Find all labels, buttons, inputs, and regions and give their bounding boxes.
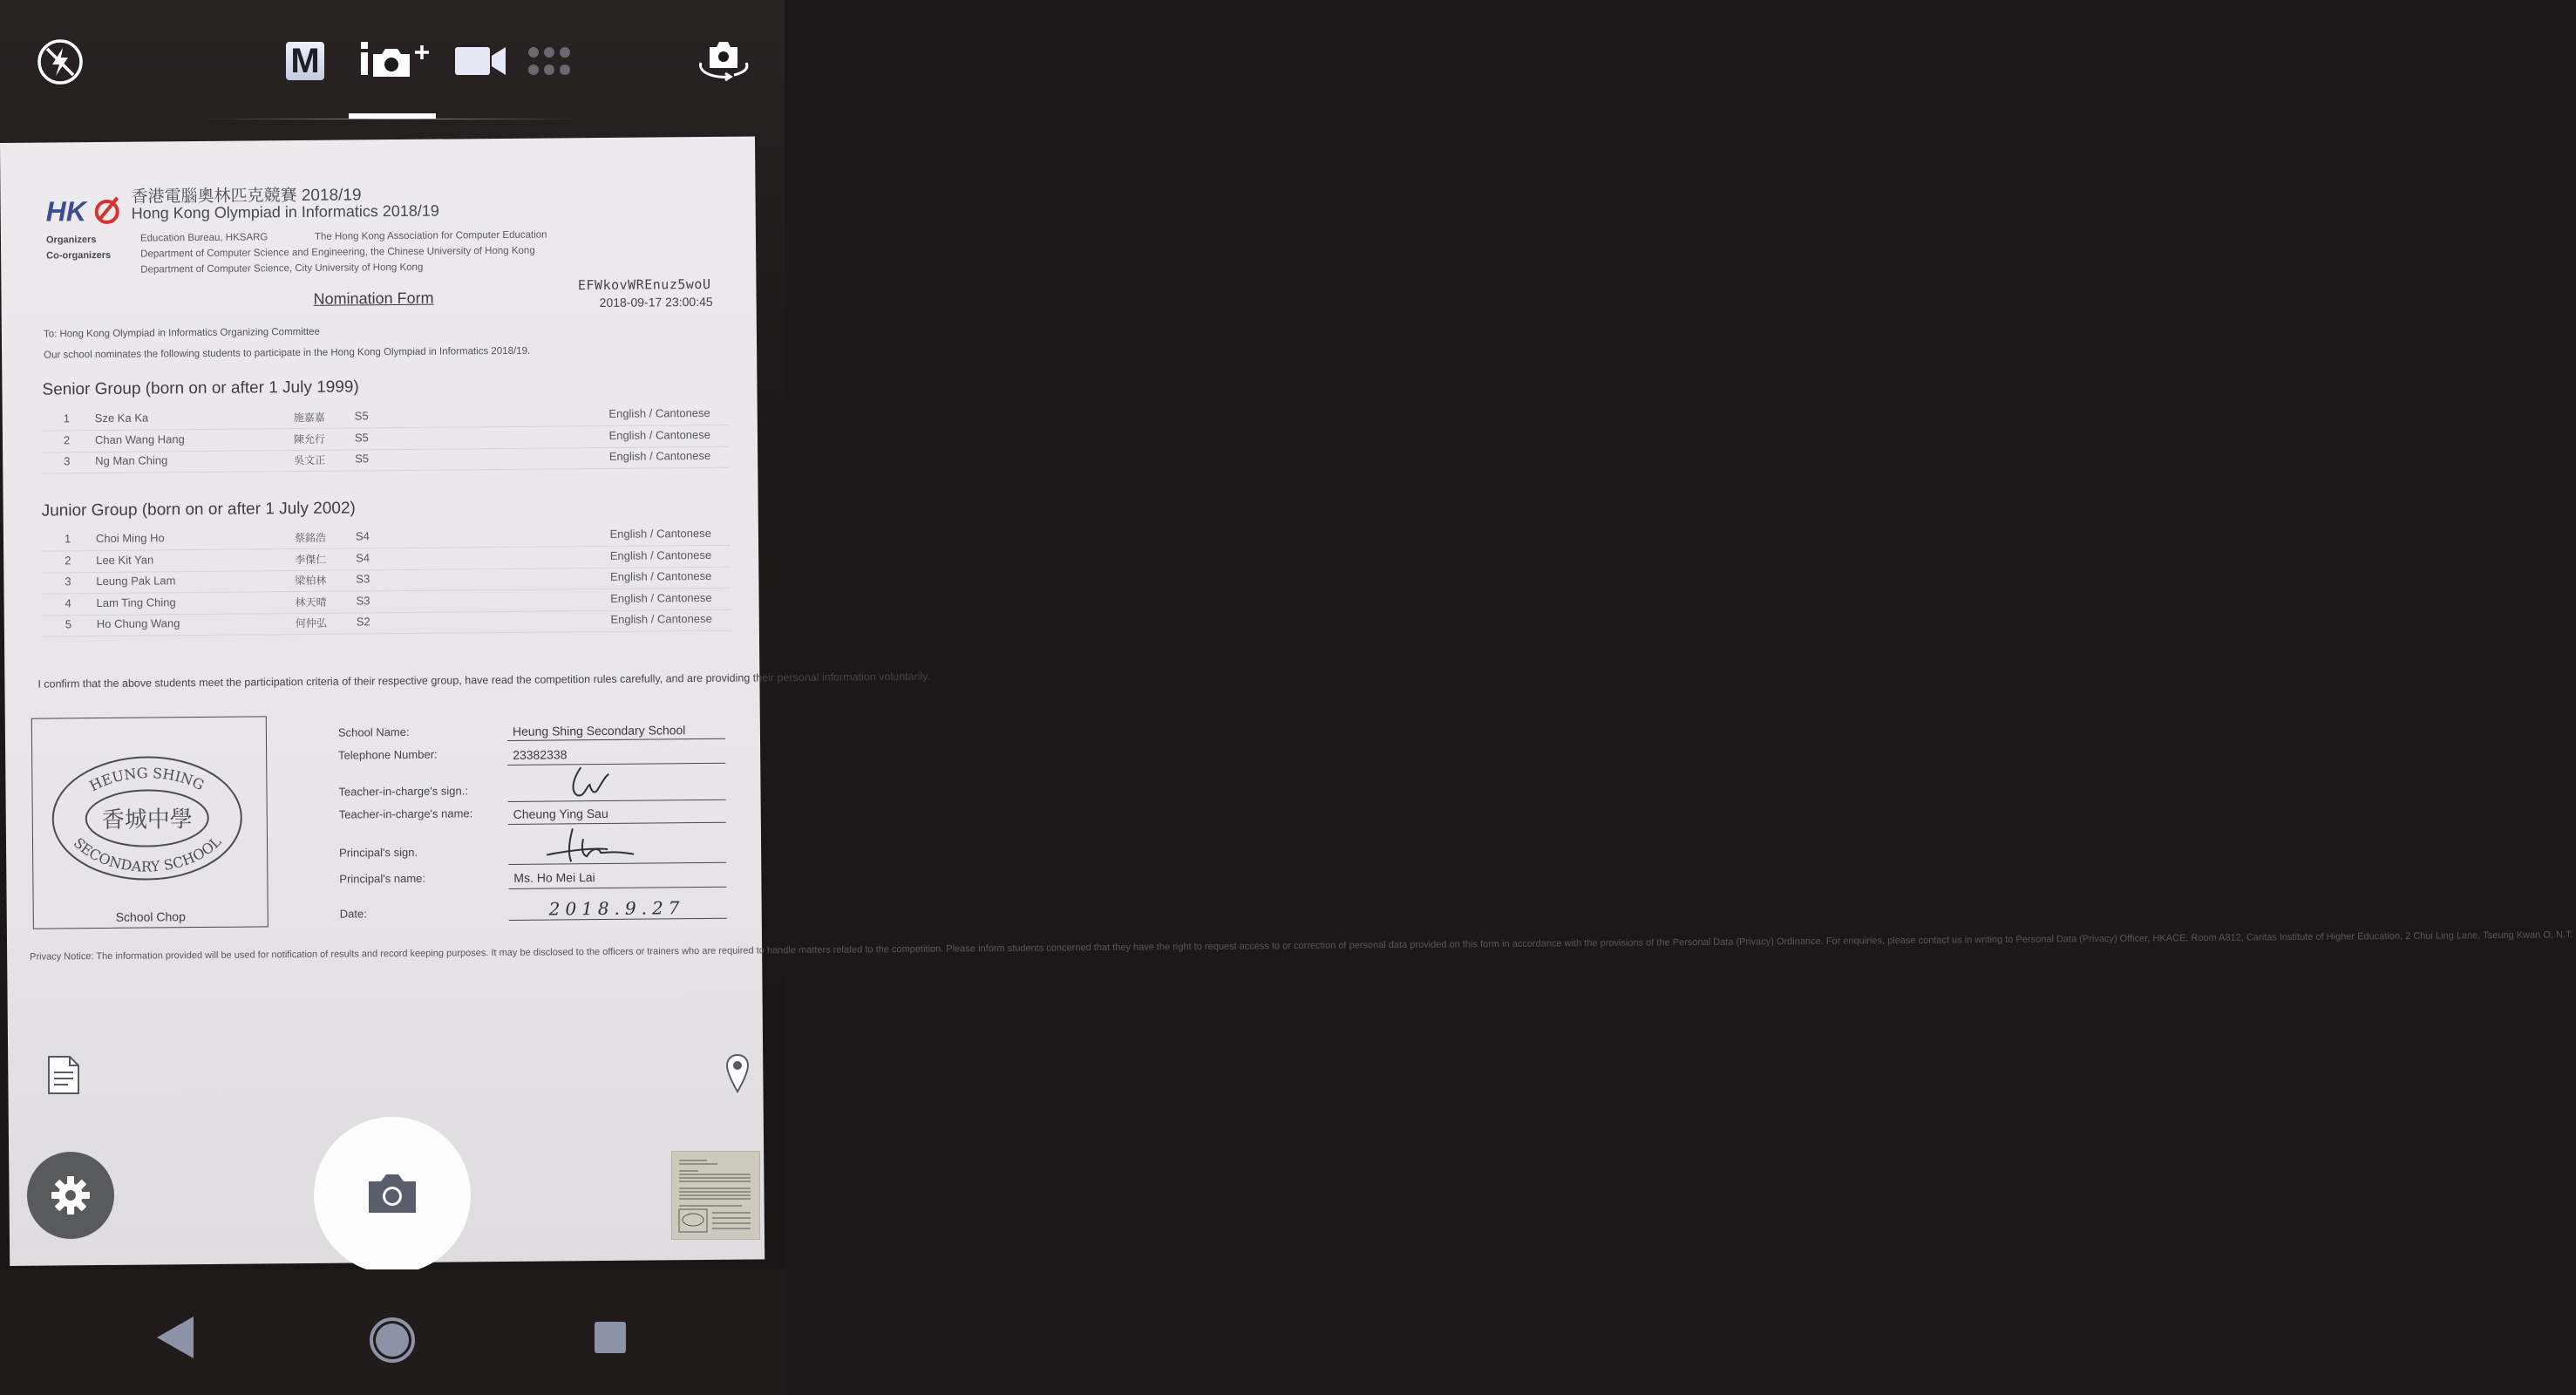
manual-mode-label: M xyxy=(290,42,320,80)
intro-line: Our school nominates the following students to participate in the Hong Kong Olympiad in Informatics 2018/19. xyxy=(44,345,531,361)
document-scan-icon[interactable] xyxy=(47,1055,80,1099)
student-name: Ho Chung Wang xyxy=(96,616,180,631)
student-form: S3 xyxy=(356,593,370,607)
junior-heading: Junior Group (born on or after 1 July 2002) xyxy=(41,499,356,521)
last-photo-thumbnail[interactable] xyxy=(671,1151,760,1240)
active-mode-indicator xyxy=(349,113,436,119)
student-name: Ng Man Ching xyxy=(95,453,168,468)
student-chinese-name: 林天晴 xyxy=(295,595,327,609)
co-organizer-2: Department of Computer Science, City University of Hong Kong xyxy=(140,262,424,276)
switch-camera-icon[interactable] xyxy=(694,38,753,86)
student-chinese-name: 蔡銘浩 xyxy=(294,531,327,545)
system-navigation-bar xyxy=(0,1269,785,1395)
seal-bottom-text: SECONDARY SCHOOL xyxy=(70,833,225,875)
row-number: 3 xyxy=(65,575,71,589)
video-icon[interactable] xyxy=(455,45,506,81)
shutter-button[interactable] xyxy=(314,1117,471,1274)
gear-icon xyxy=(50,1174,92,1216)
student-form: S3 xyxy=(356,572,370,586)
student-chinese-name: 梁柏林 xyxy=(295,574,327,588)
senior-heading: Senior Group (born on or after 1 July 1999) xyxy=(42,378,359,399)
organizer-2: The Hong Kong Association for Computer Education xyxy=(314,229,547,242)
svg-text:HK: HK xyxy=(45,195,87,228)
student-language: English / Cantonese xyxy=(609,548,712,562)
student-language: English / Cantonese xyxy=(610,590,712,605)
form-code: EFWkovWREnuz5woU xyxy=(577,276,711,294)
confirm-text: I confirm that the above students meet the participation criteria of their respective group, have read the competition rules carefully, and are providing their personal information voluntarily. xyxy=(37,670,931,691)
student-chinese-name: 李傑仁 xyxy=(295,553,327,566)
more-modes-icon[interactable] xyxy=(527,45,572,81)
hkoi-logo xyxy=(46,193,121,228)
student-name: Sze Ka Ka xyxy=(94,411,149,425)
co-organizers-label: Co-organizers xyxy=(46,249,112,262)
principal-name-line xyxy=(508,887,726,889)
student-form: S2 xyxy=(356,615,370,629)
student-name: Lee Kit Yan xyxy=(96,552,154,567)
flash-off-icon[interactable] xyxy=(37,38,84,90)
student-form: S5 xyxy=(355,452,370,466)
student-form: S4 xyxy=(355,529,370,543)
school-name-label: School Name: xyxy=(337,725,410,739)
student-language: English / Cantonese xyxy=(608,405,710,420)
privacy-notice: Privacy Notice: The information provided will be used for notification of results and record keeping purposes. It may be disclosed to the officers or trainers who are required to handle matters related to the competition. Please inform students concerned that they have the right to request access to or correction of personal data provided on this form in accordance with the provisions of the Personal Data (Privacy) Ordinance. For enquiries, please contact us in writing to Personal Data (Privacy) Officer, HKACE, Room A812, Caritas Institute of Higher Education, 2 Chui Ling Lane, Tseung Kwan O, N.T. xyxy=(30,929,2573,963)
date-label: Date: xyxy=(339,907,367,921)
row-number: 5 xyxy=(65,617,72,631)
student-chinese-name: 吳文正 xyxy=(294,453,326,467)
school-name-value: Heung Shing Secondary School xyxy=(512,723,686,738)
student-name: Leung Pak Lam xyxy=(96,574,176,589)
row-number: 4 xyxy=(65,595,71,609)
manual-mode-icon[interactable] xyxy=(286,42,324,80)
recents-icon[interactable] xyxy=(593,1320,628,1355)
telephone-label: Telephone Number: xyxy=(338,747,438,762)
organizers-label: Organizers xyxy=(45,235,97,246)
principal-name-label: Principal's name: xyxy=(339,871,426,886)
student-form: S5 xyxy=(354,430,369,444)
row-number: 2 xyxy=(65,553,71,567)
student-language: English / Cantonese xyxy=(608,448,711,463)
student-name: Lam Ting Ching xyxy=(96,595,176,609)
student-form: S4 xyxy=(356,550,370,564)
settings-button[interactable] xyxy=(27,1152,114,1239)
date-line xyxy=(509,918,727,921)
principal-signature xyxy=(538,820,660,865)
camera-icon xyxy=(365,1173,419,1215)
date-value: 2018.9.27 xyxy=(548,897,685,920)
camera-top-bar xyxy=(0,0,785,122)
row-number: 1 xyxy=(64,532,71,546)
form-title: Nomination Form xyxy=(313,289,434,308)
student-chinese-name: 陳允行 xyxy=(293,432,326,446)
student-language: English / Cantonese xyxy=(608,427,711,442)
student-chinese-name: 何仲弘 xyxy=(295,616,327,630)
to-line: To: Hong Kong Olympiad in Informatics Organizing Committee xyxy=(43,326,320,340)
student-form: S5 xyxy=(354,409,369,423)
student-chinese-name: 施嘉嘉 xyxy=(293,411,325,425)
student-name: Choi Ming Ho xyxy=(95,531,165,546)
chop-label: School Chop xyxy=(115,909,186,924)
seal-top-text: HEUNG SHING xyxy=(86,764,207,795)
location-pin-icon[interactable] xyxy=(725,1053,750,1098)
teacher-signature xyxy=(563,762,633,803)
student-name: Chan Wang Hang xyxy=(94,432,185,446)
title-chinese: 香港電腦奧林匹克競賽 2018/19 xyxy=(131,186,362,207)
teacher-name-label: Teacher-in-charge's name: xyxy=(338,806,473,821)
teacher-sign-label: Teacher-in-charge's sign.: xyxy=(338,784,469,799)
teacher-name-value: Cheung Ying Sau xyxy=(513,806,608,821)
student-language: English / Cantonese xyxy=(609,568,712,583)
title-english: Hong Kong Olympiad in Informatics 2018/19 xyxy=(131,201,439,222)
back-icon[interactable] xyxy=(155,1315,195,1360)
school-seal xyxy=(48,752,246,885)
principal-sign-label: Principal's sign. xyxy=(339,845,418,860)
student-language: English / Cantonese xyxy=(610,611,712,626)
school-chop-box xyxy=(31,716,268,929)
student-language: English / Cantonese xyxy=(609,526,712,541)
organizer-1: Education Bureau, HKSARG xyxy=(139,232,268,244)
school-name-line xyxy=(507,738,725,741)
document-paper xyxy=(0,136,2573,1266)
row-number: 2 xyxy=(63,432,71,446)
home-icon[interactable] xyxy=(368,1316,417,1364)
telephone-value: 23382338 xyxy=(513,747,568,762)
principal-name-value: Ms. Ho Mei Lai xyxy=(513,870,595,885)
superior-auto-camera-icon[interactable] xyxy=(359,40,431,85)
co-organizer-1: Department of Computer Science and Engineering, the Chinese University of Hong Kong xyxy=(140,245,535,260)
row-number: 1 xyxy=(63,412,71,425)
form-timestamp: 2018-09-17 23:00:45 xyxy=(599,294,713,310)
row-number: 3 xyxy=(64,454,71,468)
seal-middle-text: 香城中學 xyxy=(101,806,193,834)
